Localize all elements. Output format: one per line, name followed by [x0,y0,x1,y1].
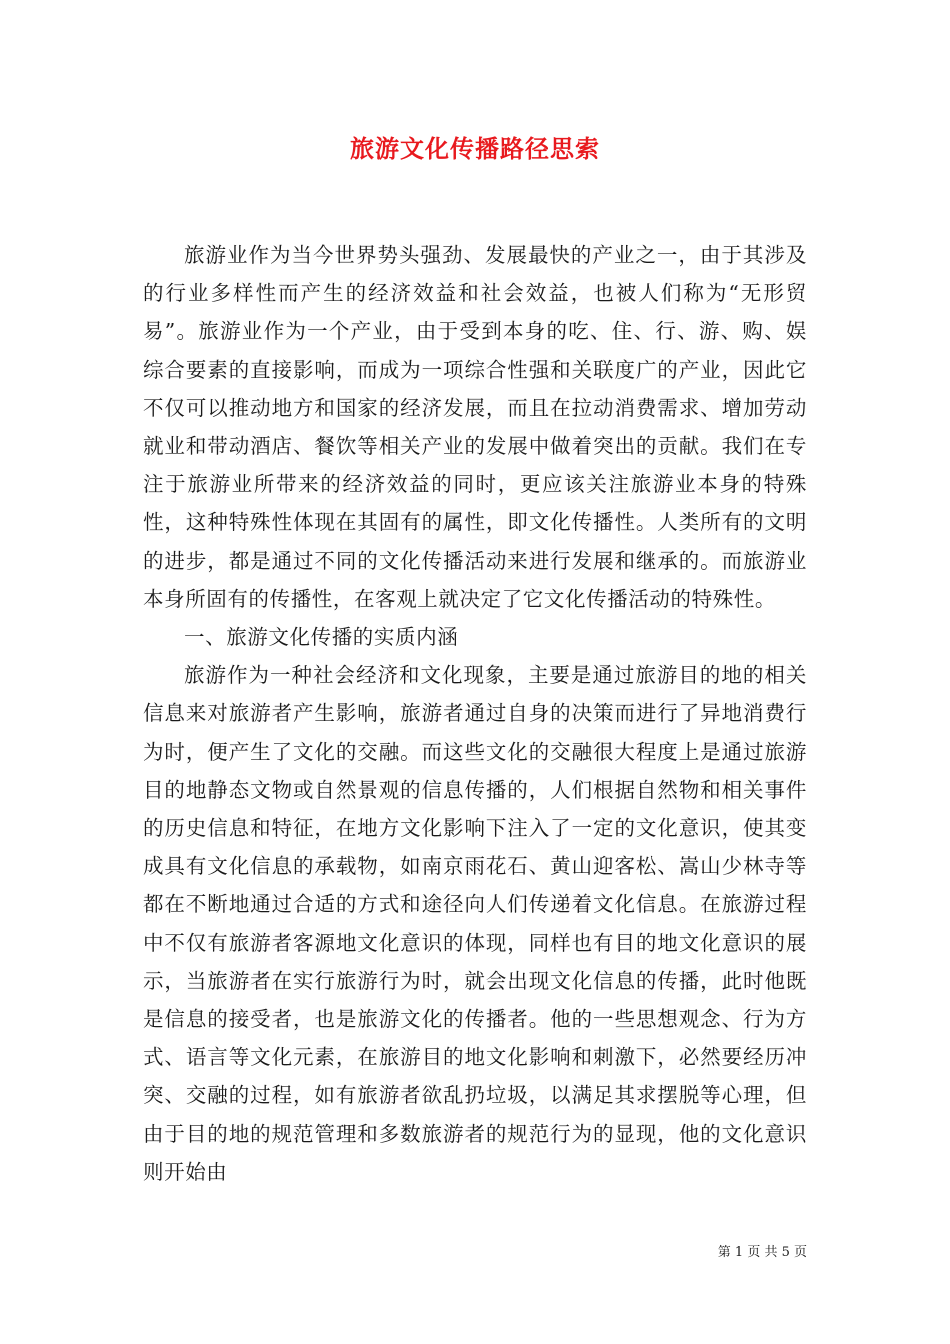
page-number-footer: 第 1 页 共 5 页 [717,1245,807,1260]
document-title: 旅游文化传播路径思索 [350,134,600,163]
document-body [143,236,807,1191]
body-paragraph-2: 旅游作为一种社会经济和文化现象，主要是通过旅游目的地的相关信息来对旅游者产生影响，旅游者通过自身的决策而进行了异地消费行为时，便产生了文化的交融。而这些文化的交融很大程度上是通过旅游目的地静态文物或自然景观的信息传播的，人们根据自然物和相关事件的历史信息和特征，在地方文化影响下注入了一定的文化意识，使其变成具有文化信息的承载物，如南京雨花石、黄山迎客松、嵩山少林寺等都在不断地通过合适的方式和途径向人们传递着文化信息。在旅游过程中不仅有旅游者客源地文化意识的体现，同样也有目的地文化意识的展示，当旅游者在实行旅游行为时，就会出现文化信息的传播，此时他既是信息的接受者，也是旅游文化的传播者。他的一些思想观念、行为方式、语言等文化元素，在旅游目的地文化影响和刺激下，必然要经历冲突、交融的过程，如有旅游者欲乱扔垃圾，以满足其求摆脱等心理，但由于目的地的规范管理和多数旅游者的规范行为的显现，他的文化意识则开始由 [143,663,807,1184]
body-paragraph-1: 旅游业作为当今世界势头强劲、发展最快的产业之一，由于其涉及的行业多样性而产生的经济效益和社会效益，也被人们称为“无形贸易”。旅游业作为一个产业，由于受到本身的吃、住、行、游、购、娱综合要素的直接影响，而成为一项综合性强和关联度广的产业，因此它不仅可以推动地方和国家的经济发展，而且在拉动消费需求、增加劳动就业和带动酒店、餐饮等相关产业的发展中做着突出的贡献。我们在专注于旅游业所带来的经济效益的同时，更应该关注旅游业本身的特殊性，这种特殊性体现在其固有的属性，即文化传播性。人类所有的文明的进步，都是通过不同的文化传播活动来进行发展和继承的。而旅游业本身所固有的传播性，在客观上就决定了它文化传播活动的特殊性。 [143,243,807,611]
section-heading-1: 一、旅游文化传播的实质内涵 [184,625,459,650]
